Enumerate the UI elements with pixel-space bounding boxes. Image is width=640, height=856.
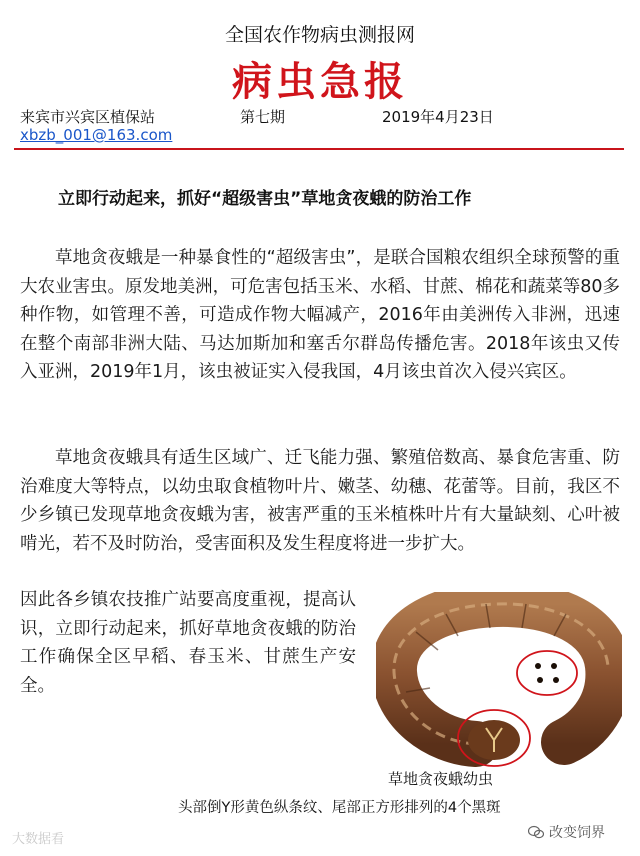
issuing-station: 来宾市兴宾区植保站	[20, 108, 156, 126]
article-paragraph-1: 草地贪夜蛾是一种暴食性的“超级害虫”，是联合国粮农组织全球预警的重大农业害虫。原发地美洲，可危害包括玉米、水稻、甘蔗、棉花和蔬菜等80多种作物，如管理不善，可造成作物大幅减产，2016年由美洲传入非洲，迅速在整个南部非洲大陆、马达加斯加和塞舌尔群岛传播危害。2018年该虫又传入亚洲，2019年1月，该虫被证实入侵我国，4月该虫首次入侵兴宾区。	[20, 248, 620, 383]
article-headline: 立即行动起来，抓好“超级害虫”草地贪夜蛾的防治工作	[58, 189, 472, 209]
contact-email-link[interactable]: xbzb_001@163.com	[20, 126, 173, 144]
header-divider	[14, 148, 624, 150]
issue-date: 2019年4月23日	[382, 108, 494, 126]
issue-number: 第七期	[240, 108, 286, 126]
article-paragraph-3: 因此各乡镇农技推广站要高度重视，提高认识，立即行动起来，抓好草地贪夜蛾的防治工作确保全区早稻、春玉米、甘蔗生产安全。	[20, 590, 356, 696]
organization-name: 全国农作物病虫测报网	[224, 24, 415, 46]
figure-subcaption: 头部倒Y形黄色纵条纹、尾部正方形排列的4个黑斑	[178, 800, 501, 816]
caterpillar-photo	[376, 592, 622, 768]
watermark-left: 大数据看	[12, 832, 65, 847]
watermark-right	[528, 822, 605, 842]
figure-caption: 草地贪夜蛾幼虫	[388, 770, 494, 788]
bulletin-title: 病虫急报	[232, 59, 408, 105]
wechat-icon	[528, 825, 544, 839]
article-paragraph-2: 草地贪夜蛾具有适生区域广、迁飞能力强、繁殖倍数高、暴食危害重、防治难度大等特点，以幼虫取食植物叶片、嫩茎、幼穗、花蕾等。目前，我区不少乡镇已发现草地贪夜蛾为害，被害严重的玉米植株叶片有大量缺刻、心叶被啃光，若不及时防治，受害面积及发生程度将进一步扩大。	[20, 448, 620, 554]
watermark-right-label: 改变饲界	[549, 825, 605, 841]
